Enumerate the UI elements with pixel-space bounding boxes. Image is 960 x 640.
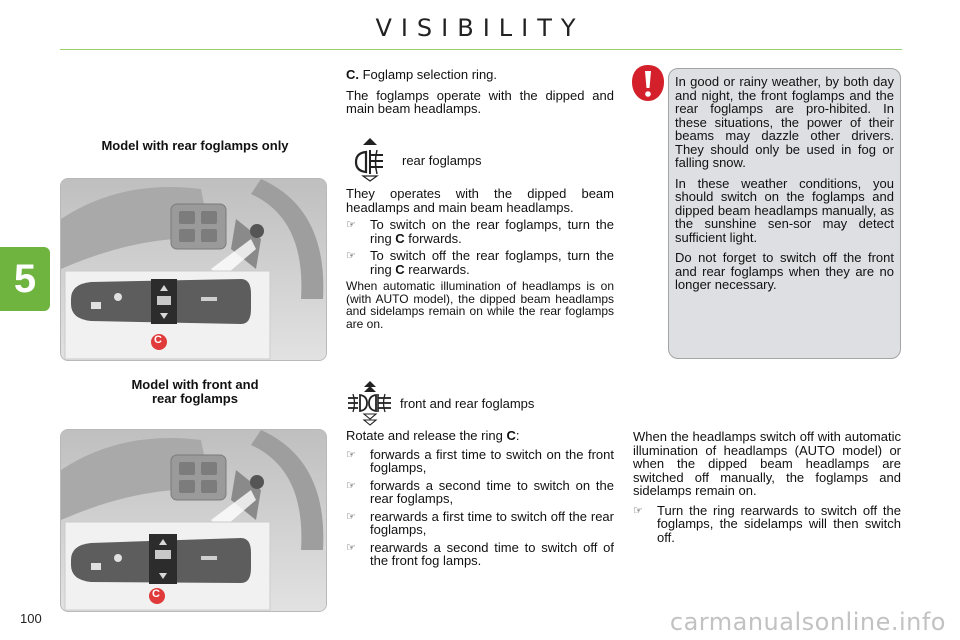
list-item: ☞ forwards a first time to switch on the front foglamps, xyxy=(346,446,614,475)
list-item: ☞ forwards a second time to switch on the rear foglamps, xyxy=(346,477,614,506)
page-number: 100 xyxy=(20,611,42,626)
list-item: ☞ rearwards a second time to switch off of the front fog lamps. xyxy=(346,539,614,568)
front-rear-foglamp-label: front and rear foglamps xyxy=(400,396,535,411)
auto-illumination-note: When automatic illumination of headlamps is on (with AUTO model), the dipped beam headlamps and sidelamps remain on while the rear foglamps are on. xyxy=(346,279,614,331)
chapter-tab[interactable]: 5 xyxy=(0,247,50,311)
list-item: ☞ To switch off the rear foglamps, turn the ring C rearwards. xyxy=(346,248,614,277)
hand-pointer-icon: ☞ xyxy=(633,504,643,517)
heading-front-rear-line1: Model with front and xyxy=(131,377,259,392)
front-intro: Rotate and release the ring C: xyxy=(346,428,520,443)
title-divider xyxy=(60,49,902,50)
heading-front-rear xyxy=(90,378,300,406)
hand-pointer-icon: ☞ xyxy=(346,479,356,492)
hand-pointer-icon: ☞ xyxy=(346,510,356,523)
front-section xyxy=(346,429,614,572)
front-rear-foglamp-icon xyxy=(346,380,394,426)
callout-c-1: C xyxy=(154,334,162,346)
warning-note xyxy=(668,68,901,359)
dashboard-drawing xyxy=(61,179,327,361)
callout-c-2: C xyxy=(152,588,160,600)
list-item: ☞ rearwards a first time to switch off the rear foglamps, xyxy=(346,508,614,537)
hand-pointer-icon: ☞ xyxy=(346,541,356,554)
intro-paragraph: The foglamps operate with the dipped and main beam headlamps. xyxy=(346,87,614,116)
ring-label-text: Foglamp selection ring. xyxy=(359,67,498,82)
list-item: ☞ Turn the ring rearwards to switch off the foglamps, the sidelamps will then switch off. xyxy=(633,502,901,545)
watermark[interactable]: carmanualsonline.info xyxy=(669,608,946,636)
heading-front-rear-line2: rear foglamps xyxy=(152,391,238,406)
intro-block xyxy=(346,68,614,123)
illustration-rear-foglamps-stalk xyxy=(60,178,327,361)
illustration-front-rear-foglamps-stalk xyxy=(60,429,327,612)
dashboard-drawing xyxy=(61,430,327,612)
rear-section xyxy=(346,187,614,334)
exclamation-icon xyxy=(631,64,665,102)
auto-note-paragraph: When the headlamps switch off with automatic illumination of headlamps (AUTO model) or when the dipped beam headlamps are switched off manually, the foglamps and sidelamps remain on. xyxy=(633,429,901,498)
hand-pointer-icon: ☞ xyxy=(346,448,356,461)
auto-headlamps-note xyxy=(633,430,901,548)
ring-label xyxy=(346,68,614,82)
hand-pointer-icon: ☞ xyxy=(346,250,356,262)
page-title: VISIBILITY xyxy=(375,14,585,42)
warning-paragraph: In good or rainy weather, by both day and night, the front foglamps and the rear foglamps are pro-hibited. In these situations, the power of their beams may dazzle other drivers. They should only be used in fog or falling snow. xyxy=(675,74,894,170)
rear-foglamp-label: rear foglamps xyxy=(402,153,482,168)
warning-paragraph: Do not forget to switch off the front and rear foglamps when they are no longer necessary. xyxy=(675,250,894,292)
warning-paragraph: In these weather conditions, you should switch on the foglamps and dipped beam headlamps manually, as the sunshine sen-sor may detect sufficient light. xyxy=(675,175,894,245)
hand-pointer-icon: ☞ xyxy=(346,219,356,231)
ring-letter: C. xyxy=(346,67,359,82)
list-item: ☞ To switch on the rear foglamps, turn the ring C forwards. xyxy=(346,217,614,246)
rear-paragraph: They operates with the dipped beam headlamps and main beam headlamps. xyxy=(346,186,614,215)
heading-rear-only: Model with rear foglamps only xyxy=(101,138,289,153)
rear-foglamp-icon xyxy=(350,136,390,182)
